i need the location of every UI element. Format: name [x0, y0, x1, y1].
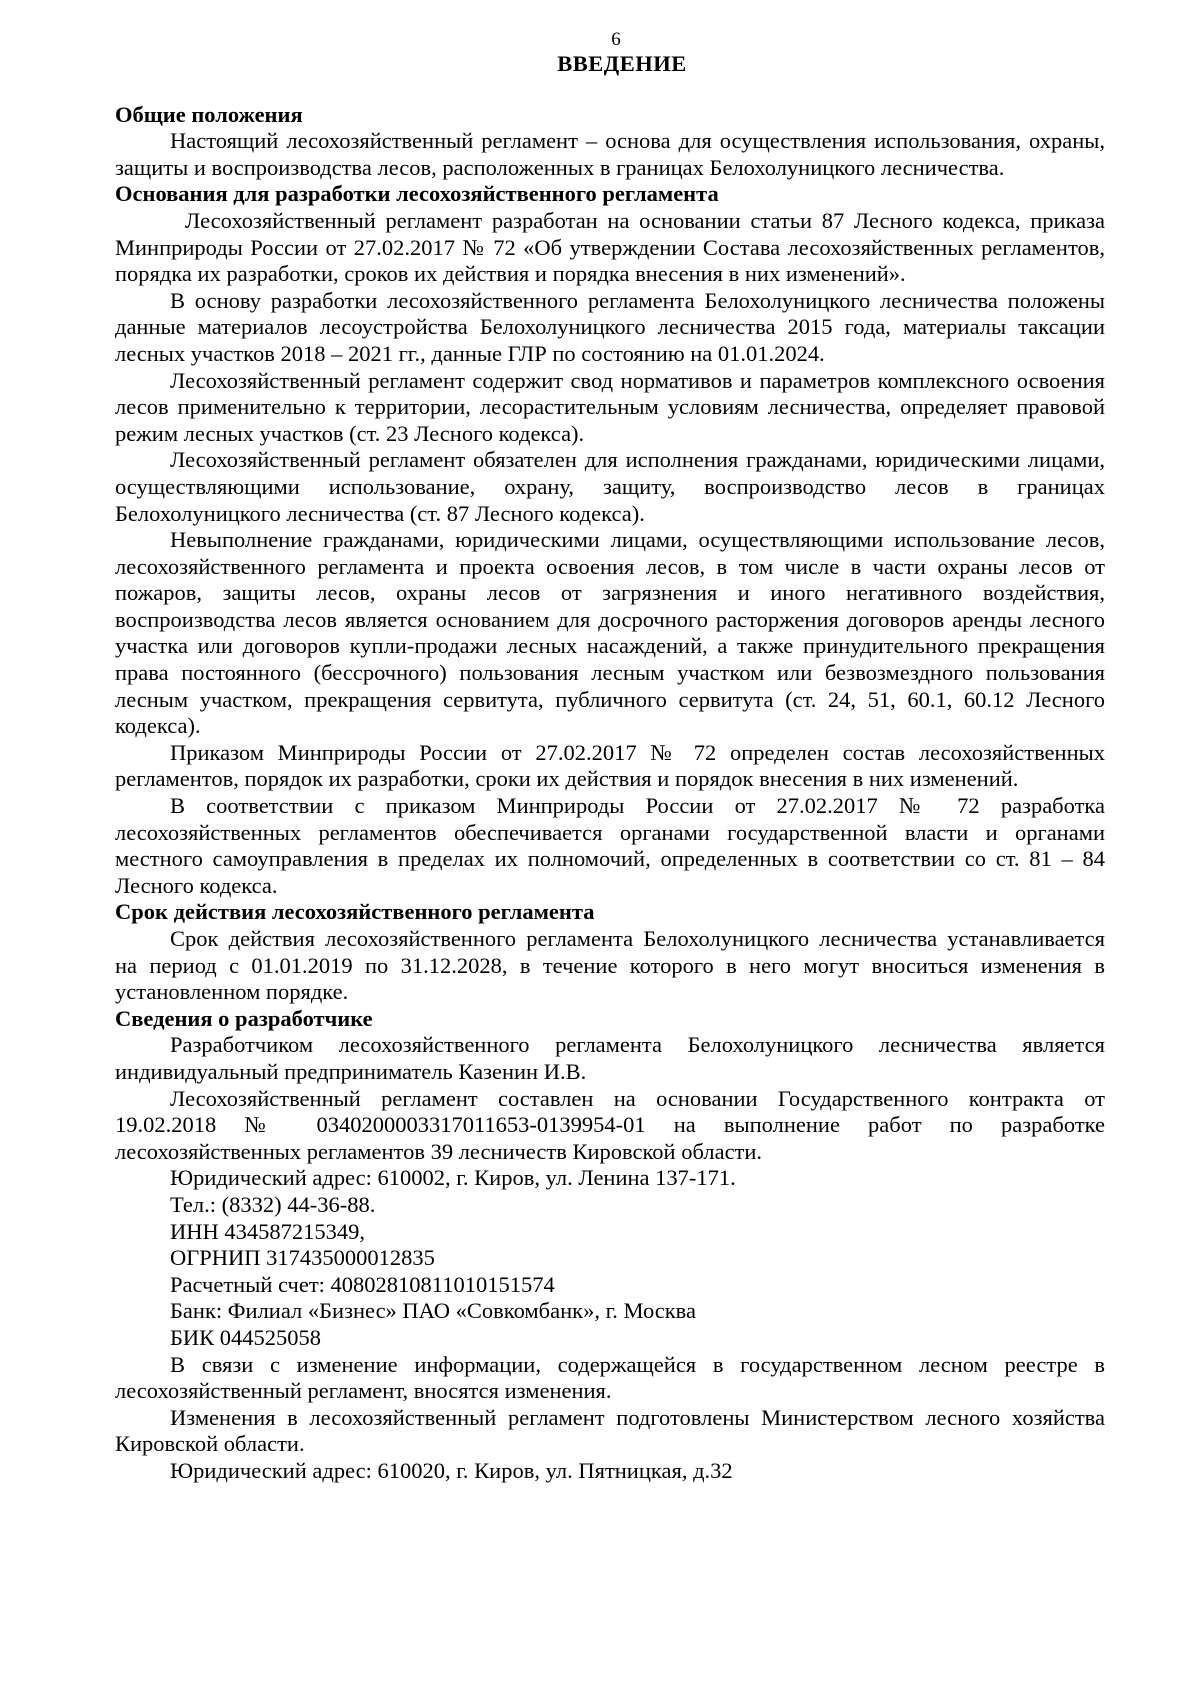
paragraph: Лесохозяйственный регламент обязателен для исполнения гражданами, юридическими лицами, осуществляющими использование, охрану, защиту, воспроизводство лесов в границах Белохолуницкого лесничества (ст. 87 Лесного кодекса).	[115, 447, 1105, 526]
developer-phone: Тел.: (8332) 44-36-88.	[170, 1191, 376, 1217]
contract-text-before: Лесохозяйственный регламент составлен на основании Государственного контракта от 19.02.2018	[115, 1085, 1105, 1138]
developer-ogrnip: ОГРНИП 317435000012835	[170, 1245, 435, 1271]
document-page	[115, 30, 1105, 1484]
paragraph: Изменения в лесохозяйственный регламент подготовлены Министерством лесного хозяйства Кировской области.	[115, 1404, 1105, 1457]
section-heading-developer: Сведения о разработчике	[115, 1005, 373, 1031]
contract-number: № 0340200003317011653-0139954-01	[244, 1112, 646, 1138]
paragraph: Приказом Минприроды России от 27.02.2017 № 72 определен состав лесохозяйственных регламентов, порядок их разработки, сроки их действия и порядок внесения в них изменений.	[115, 739, 1105, 792]
developer-bank: Банк: Филиал «Бизнес» ПАО «Совкомбанк», г. Москва	[170, 1298, 696, 1324]
paragraph: Срок действия лесохозяйственного регламента Белохолуницкого лесничества устанавливается на период с 01.01.2019 по 31.12.2028, в течение которого в него могут вноситься изменения в установленном порядке.	[115, 926, 1105, 1005]
page-title: ВВЕДЕНИЕ	[557, 51, 687, 76]
developer-legal-address: Юридический адрес: 610002, г. Киров, ул. Ленина 137-171.	[170, 1165, 736, 1191]
contract-text-after: на выполнение работ по разработке лесохозяйственных регламентов 39 лесничеств Кировской области.	[115, 1112, 1106, 1164]
paragraph: Настоящий лесохозяйственный регламент – основа для осуществления использования, охраны, защиты и воспроизводства лесов, расположенных в границах Белохолуницкого лесничества.	[115, 128, 1105, 180]
section-heading-general: Общие положения	[115, 101, 303, 127]
developer-bik: БИК 044525058	[170, 1324, 322, 1350]
paragraph: В соответствии с приказом Минприроды России от 27.02.2017 № 72 разработка лесохозяйственных регламентов обеспечивается органами государственной власти и органами местного самоуправления в пределах их полномочий, определенных в соответствии со ст. 81 – 84 Лесного кодекса.	[115, 793, 1105, 898]
section-heading-validity: Срок действия лесохозяйственного регламента	[115, 899, 595, 925]
paragraph: Невыполнение гражданами, юридическими лицами, осуществляющими использование лесов, лесохозяйственного регламента и проекта освоения лесов, в том числе в части охраны лесов от пожаров, защиты лесов, охраны лесов от загрязнения и иного негативного воздействия, воспроизводства лесов является основанием для досрочного расторжения договоров аренды лесного участка или договоров купли-продажи лесных насаждений, а также принудительного прекращения права постоянного (бессрочного) пользования лесным участком или безвозмездного пользования лесным участком, прекращения сервитута, публичного сервитута (ст. 24, 51, 60.1, 60.12 Лесного кодекса).	[115, 527, 1105, 739]
section-heading-grounds: Основания для разработки лесохозяйственного регламента	[115, 181, 719, 207]
paragraph: Лесохозяйственный регламент разработан на основании статьи 87 Лесного кодекса, приказа Минприроды России от 27.02.2017 № 72 «Об утверждении Состава лесохозяйственных регламентов, порядка их разработки, сроков их действия и порядка внесения в них изменений».	[115, 207, 1105, 287]
developer-account: Расчетный счет: 40802810811010151574	[170, 1271, 555, 1297]
ministry-legal-address: Юридический адрес: 610020, г. Киров, ул. Пятницкая, д.32	[170, 1457, 733, 1483]
paragraph: В связи с изменение информации, содержащейся в государственном лесном реестре в лесохозяйственный регламент, вносятся изменения.	[115, 1351, 1105, 1404]
contract-paragraph	[115, 1086, 1105, 1166]
paragraph: Лесохозяйственный регламент содержит свод нормативов и параметров комплексного освоения лесов применительно к территории, лесорастительным условиям лесничества, определяет правовой режим лесных участков (ст. 23 Лесного кодекса).	[115, 367, 1105, 446]
developer-inn: ИНН 434587215349,	[170, 1218, 365, 1244]
page-number: 6	[611, 29, 621, 50]
paragraph: В основу разработки лесохозяйственного регламента Белохолуницкого лесничества положены данные материалов лесоустройства Белохолуницкого лесничества 2015 года, материалы таксации лесных участков 2018 – 2021 гг., данные ГЛР по состоянию на 01.01.2024.	[115, 287, 1105, 366]
paragraph: Разработчиком лесохозяйственного регламента Белохолуницкого лесничества является индивидуальный предприниматель Казенин И.В.	[115, 1032, 1105, 1084]
